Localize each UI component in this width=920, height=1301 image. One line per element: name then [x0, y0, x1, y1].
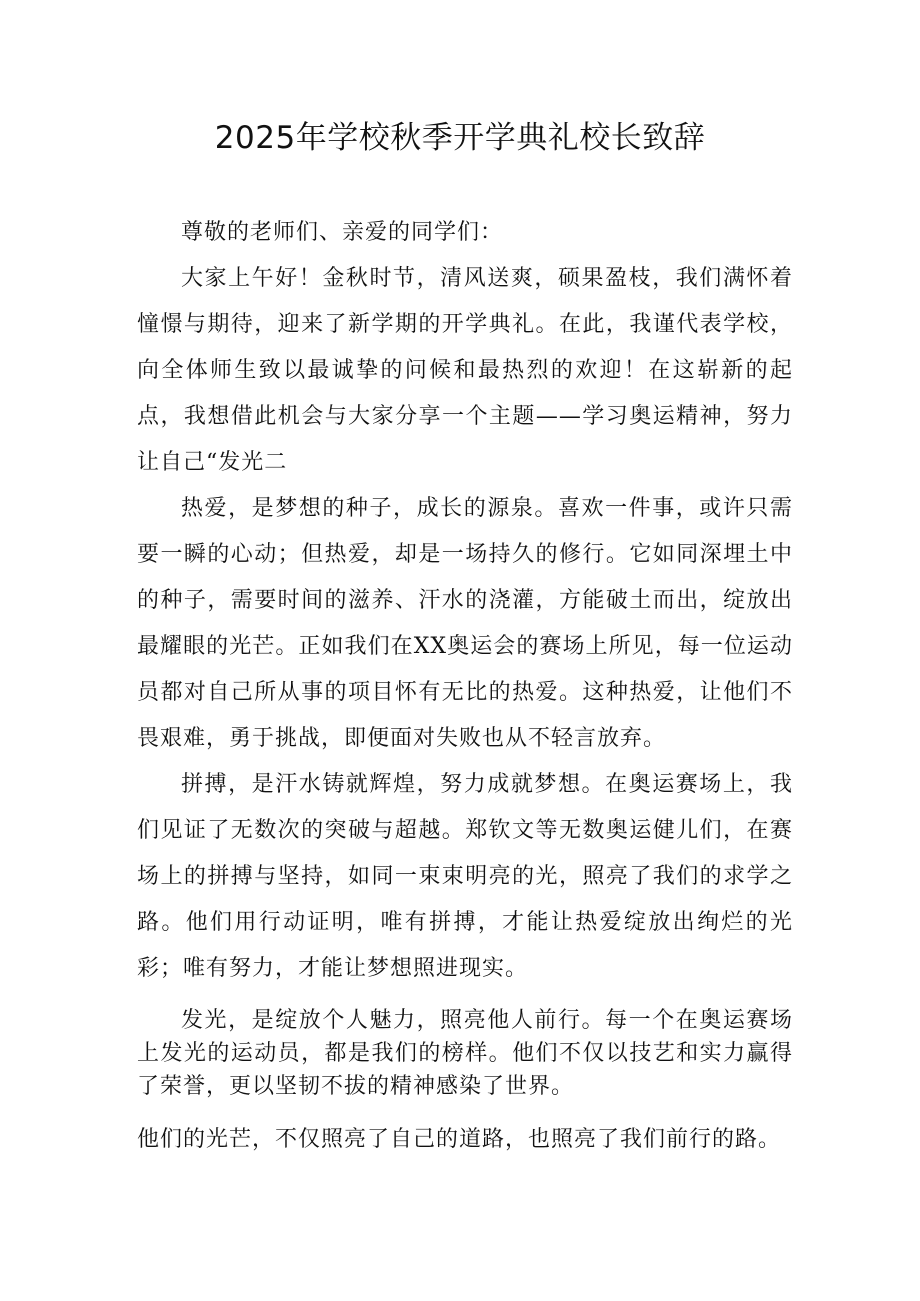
- document-body: [137, 210, 793, 1163]
- paragraph-passion: 热爱，是梦想的种子，成长的源泉。喜欢一件事，或许只需要一瞬的心动；但热爱，却是一场持久的修行。它如同深埋土中的种子，需要时间的滋养、汗水的浇灌，方能破土而出，绽放出最耀眼的光芒。正如我们在XX奥运会的赛场上所见，每一位运动员都对自己所从事的项目怀有无比的热爱。这种热爱，让他们不畏艰难，勇于挑战，即便面对失败也从不轻言放弃。: [137, 496, 793, 751]
- paragraph-closing-line: 他们的光芒，不仅照亮了自己的道路，也照亮了我们前行的路。: [137, 1127, 782, 1152]
- paragraph-shining: 发光，是绽放个人魅力，照亮他人前行。每一个在奥运赛场上发光的运动员，都是我们的榜样。他们不仅以技艺和实力赢得了荣誉，更以坚韧不拔的精神感染了世界。: [137, 1008, 793, 1099]
- paragraph-greeting: 大家上午好！金秋时节，清风送爽，硕果盈枝，我们满怀着憧憬与期待，迎来了新学期的开学典礼。在此，我谨代表学校，向全体师生致以最诚挚的问候和最热烈的欢迎！在这崭新的起点，我想借此机会与大家分享一个主题——学习奥运精神，努力让自己“发光二: [137, 266, 793, 475]
- paragraph-striving: 拼搏，是汗水铸就辉煌，努力成就梦想。在奥运赛场上，我们见证了无数次的突破与超越。郑钦文等无数奥运健儿们，在赛场上的拼搏与坚持，如同一束束明亮的光，照亮了我们的求学之路。他们用行动证明，唯有拼搏，才能让热爱绽放出绚烂的光彩；唯有努力，才能让梦想照进现实。: [137, 772, 793, 981]
- document-title: 2025年学校秋季开学典礼校长致辞: [214, 120, 706, 156]
- salutation: 尊敬的老师们、亲爱的同学们：: [181, 220, 504, 245]
